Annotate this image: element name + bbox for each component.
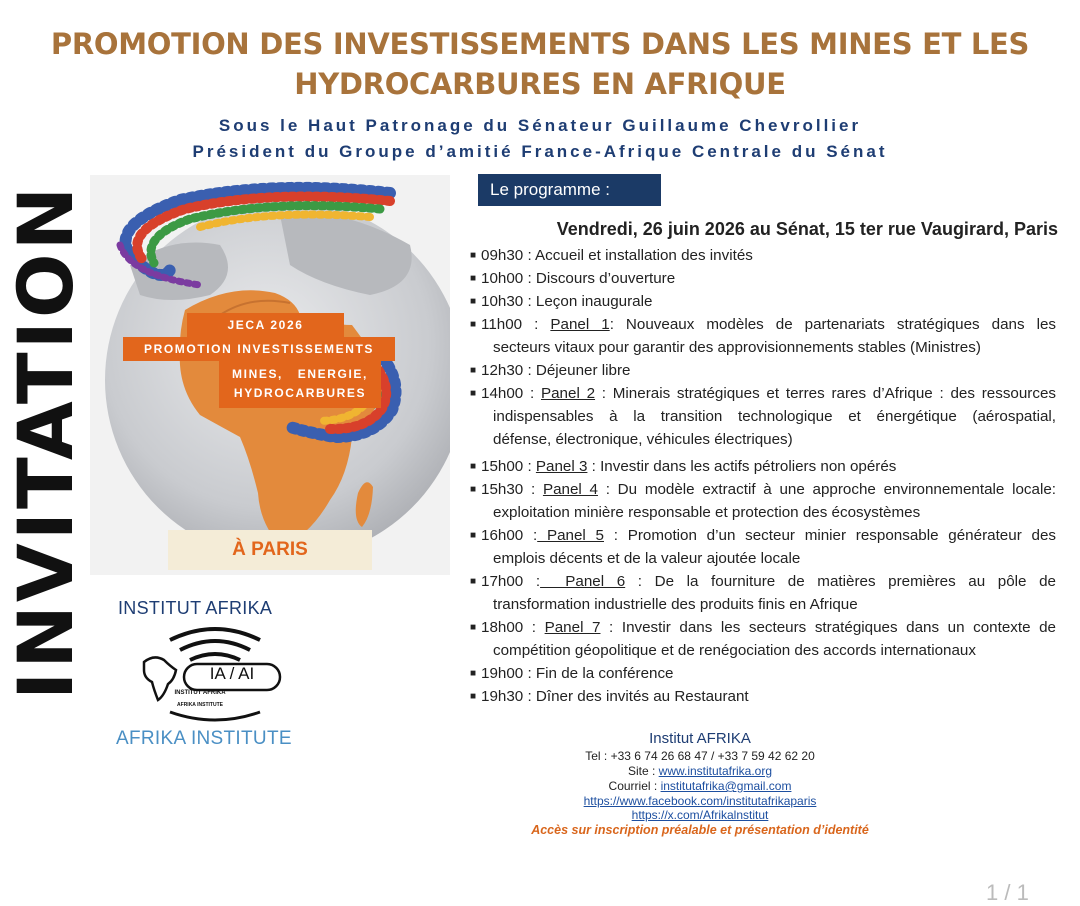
program-item — [470, 244, 1056, 267]
title-line-1: PROMOTION DES INVESTISSEMENTS DANS LES MINES ET LES — [50, 27, 1030, 61]
program-item — [470, 382, 1056, 451]
logo-institut-afrika: INSTITUT AFRIKA — [118, 598, 273, 618]
program-header: Le programme : — [478, 174, 661, 206]
title-line-2: HYDROCARBURES EN AFRIQUE — [294, 67, 786, 101]
logo-small-line-1: INSTITUT AFRIKA — [174, 690, 226, 696]
poster-jeca-label: JECA 2026 — [187, 313, 344, 337]
program-item-line — [481, 616, 1056, 639]
program-item-time: 15h00 : — [481, 458, 536, 475]
program-item-text: : Nouveaux modèles de partenariats stratégiques dans les — [609, 316, 1057, 333]
bullet-icon: ■ — [470, 576, 477, 587]
program-item-line — [481, 524, 1056, 547]
program-panel-label: Panel 5 — [537, 527, 604, 544]
poster-location: À PARIS — [168, 530, 372, 570]
contact-mail-label: Courriel : — [608, 779, 661, 793]
program-item-line: 10h30 : Leçon inaugurale — [481, 293, 653, 310]
program-item-line — [481, 313, 1056, 336]
program-item — [470, 313, 1056, 359]
bullet-icon: ■ — [470, 691, 477, 702]
contact-site-row — [480, 764, 920, 778]
program-item-line: compétition géopolitique et de renégociation des accords internationaux — [493, 642, 976, 659]
contact-x-row — [480, 808, 920, 822]
program-item-line: 10h00 : Discours d’ouverture — [481, 270, 676, 287]
contact-tel: Tel : +33 6 74 26 68 47 / +33 7 59 42 62 20 — [585, 749, 815, 763]
contact-x-link[interactable]: https://x.com/Afrikalnstitut — [631, 808, 769, 822]
program-item-line — [481, 382, 1056, 405]
page-indicator: 1 / 1 — [986, 880, 1029, 905]
program-panel-label: Panel 1 — [550, 316, 610, 333]
logo-afrika-institute: AFRIKA INSTITUTE — [116, 728, 292, 749]
program-item — [470, 662, 1056, 685]
program-item-line: indispensables à la transition technologique et énergétique (aérospatial, — [493, 408, 1056, 425]
poster-mines-line-2: HYDROCARBURES — [233, 386, 367, 400]
program-item-line: exploitation minière responsable et protection des écosystèmes — [493, 504, 921, 521]
bullet-icon: ■ — [470, 296, 477, 307]
program-item-line: 19h00 : Fin de la conférence — [481, 665, 674, 682]
program-item — [470, 685, 1056, 708]
bullet-icon: ■ — [470, 388, 477, 399]
program-item — [470, 290, 1056, 313]
contact-mail-row — [480, 779, 920, 793]
program-item-line: 19h30 : Dîner des invités au Restaurant — [481, 688, 749, 705]
program-item — [470, 267, 1056, 290]
bullet-icon: ■ — [470, 365, 477, 376]
poster-promo-label: PROMOTION INVESTISSEMENTS — [123, 337, 395, 361]
contact-facebook-row — [480, 794, 920, 808]
contact-facebook-link[interactable]: https://www.facebook.com/institutafrikaparis — [583, 794, 817, 808]
logo-badge: IA / AI — [209, 664, 255, 683]
program-item — [470, 524, 1056, 570]
program-item-time: 16h00 : — [481, 527, 538, 544]
bullet-icon: ■ — [470, 668, 477, 679]
program-item-text: : Promotion d’un secteur minier responsable générateur des — [604, 527, 1056, 544]
bullet-icon: ■ — [470, 484, 477, 495]
program-panel-label: Panel 6 — [540, 573, 626, 590]
access-note: Accès sur inscription préalable et présentation d’identité — [531, 823, 869, 837]
program-item-time: 15h30 : — [481, 481, 543, 498]
poster-mines-box — [219, 361, 381, 408]
bullet-icon: ■ — [470, 273, 477, 284]
contact-site-link[interactable]: www.institutafrika.org — [658, 764, 773, 778]
program-item-line — [481, 478, 1056, 501]
bullet-icon: ■ — [470, 461, 477, 472]
program-item — [470, 570, 1056, 616]
program-panel-label: Panel 3 — [535, 458, 588, 475]
program-item-time: 14h00 : — [481, 385, 541, 402]
program-panel-label: Panel 4 — [542, 481, 598, 498]
program-date: Vendredi, 26 juin 2026 au Sénat, 15 ter rue Vaugirard, Paris — [556, 219, 1058, 239]
contact-site-label: Site : — [627, 764, 659, 778]
bullet-icon: ■ — [470, 530, 477, 541]
program-item-text: : De la fourniture de matières premières au pôle de — [625, 573, 1056, 590]
bullet-icon: ■ — [470, 319, 477, 330]
invitation-vertical-label: INVITATION — [1, 183, 90, 700]
program-item — [470, 478, 1056, 524]
program-item-text: : Minerais stratégiques et terres rares d’Afrique : des ressources — [595, 385, 1057, 402]
poster-mines-line-1: MINES, ENERGIE, — [232, 367, 368, 381]
program-item — [470, 616, 1056, 662]
program-item-time: 18h00 : — [481, 619, 545, 636]
contact-mail-link[interactable]: institutafrika@gmail.com — [660, 779, 792, 793]
program-item-time: 11h00 : — [481, 316, 551, 333]
program-item — [470, 359, 1056, 382]
program-item-line — [481, 455, 1056, 478]
program-item-text: : Investir dans les secteurs stratégiques dans un contexte de — [600, 619, 1057, 636]
bullet-icon: ■ — [470, 250, 477, 261]
program-panel-label: Panel 2 — [540, 385, 596, 402]
program-panel-label: Panel 7 — [544, 619, 601, 636]
program-item-line: secteurs vitaux pour garantir des approvisionnements stables (Ministres) — [493, 339, 981, 356]
program-item — [470, 455, 1056, 478]
contact-name: Institut AFRIKA — [649, 730, 751, 747]
program-item-line: 12h30 : Déjeuner libre — [481, 362, 631, 379]
logo-small-line-2: AFRIKA INSTITUTE — [177, 702, 223, 708]
program-item-line: 09h30 : Accueil et installation des invités — [481, 247, 753, 264]
program-item-text: : Du modèle extractif à une approche environnementale locale: — [597, 481, 1056, 498]
patronage-line-2: Président du Groupe d’amitié France-Afrique Centrale du Sénat — [192, 142, 888, 161]
bullet-icon: ■ — [470, 622, 477, 633]
program-item-line: emplois décents et de la valeur ajoutée locale — [493, 550, 801, 567]
program-item-time: 17h00 : — [481, 573, 541, 590]
patronage-line-1: Sous le Haut Patronage du Sénateur Guillaume Chevrollier — [218, 116, 862, 135]
program-item-line: transformation industrielle des produits finis en Afrique — [493, 596, 858, 613]
program-item-line: défense, électronique, véhicules électriques) — [493, 431, 793, 448]
program-item-text: : Investir dans les actifs pétroliers non opérés — [587, 458, 897, 475]
program-list — [470, 244, 1056, 708]
page-title — [40, 24, 1040, 104]
program-item-line — [481, 570, 1056, 593]
